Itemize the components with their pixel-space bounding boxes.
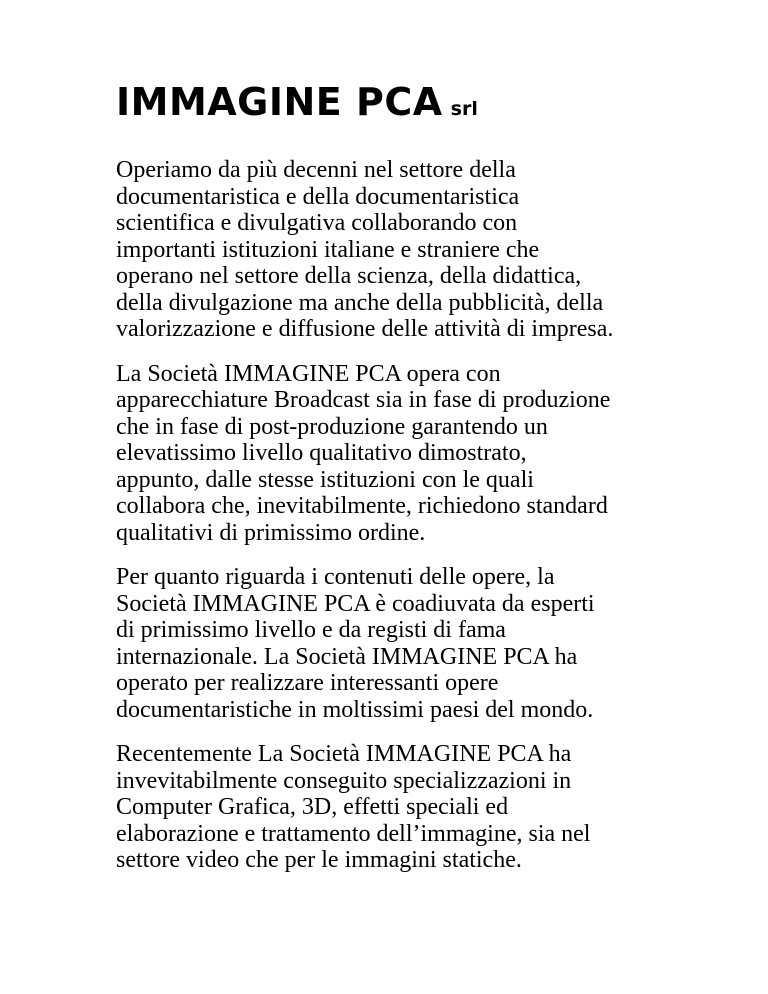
paragraph-equipment: La Società IMMAGINE PCA opera con apparecchiature Broadcast sia in fase di produzione che in fase di post-produzione garantendo un elevatissimo livello qualitativo dimostrato, appunto, dalle stesse istituzioni con le quali collabora che, inevitabilmente, richiedono standard qualitativi di primissimo ordine. bbox=[116, 360, 611, 546]
document-page bbox=[116, 80, 676, 892]
company-type-suffix: srl bbox=[450, 98, 478, 120]
paragraph-specializations: Recentemente La Società IMMAGINE PCA ha invevitabilmente conseguito specializzazioni in Computer Grafica, 3D, effetti speciali ed elaborazione e trattamento dell’immagine, sia nel settore video che per le immagini statiche. bbox=[116, 741, 591, 873]
company-title bbox=[116, 80, 676, 131]
paragraph-intro: Operiamo da più decenni nel settore della documentaristica e della documentaristica scientifica e divulgativa collaborando con importanti istituzioni italiane e straniere che operano nel settore della scienza, della didattica, della divulgazione ma anche della pubblicità, della valorizzazione e diffusione delle attività di impresa. bbox=[116, 157, 614, 342]
paragraph-contents: Per quanto riguarda i contenuti delle opere, la Società IMMAGINE PCA è coadiuvata da esperti di primissimo livello e da registi di fama internazionale. La Società IMMAGINE PCA ha operato per realizzare interessanti opere documentaristiche in moltissimi paesi del mondo. bbox=[116, 564, 595, 723]
company-name: IMMAGINE PCA bbox=[116, 80, 443, 124]
